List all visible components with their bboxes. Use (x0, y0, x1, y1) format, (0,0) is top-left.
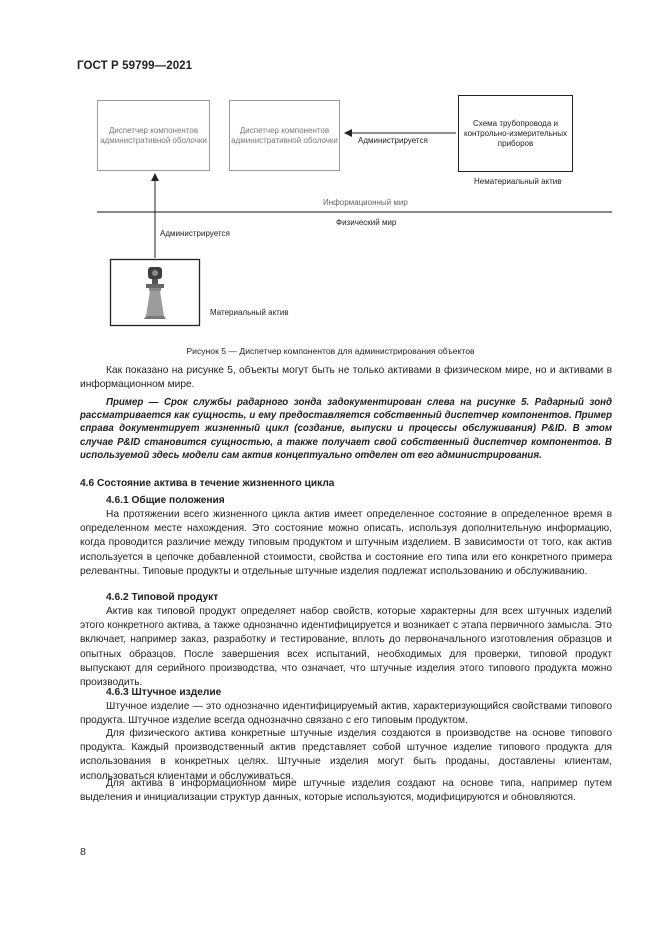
radar-probe-picture (144, 267, 166, 319)
figure-caption: Рисунок 5 — Диспетчер компонентов для администрирования объектов (186, 346, 475, 356)
administered-label-top: Администрируется (358, 136, 428, 145)
section-4-6-3-text-a: Штучное изделие — это однозначно идентифицируемый актив, характеризующийся свойствами типового продукта. Штучное изделие всегда однозначно связано с его типовым продуктом. (80, 701, 612, 727)
page-number: 8 (80, 846, 86, 858)
section-4-6-3-text-c: Для актива в информационном мире штучные изделия создают на основе типа, например путем выделения и инициализации структур данных, которые используются, модифицируются и обновляются. (80, 778, 612, 804)
section-4-6-3-heading: 4.6.3 Штучное изделие (106, 687, 222, 698)
component-manager-box-left-label: Диспетчер компонентов административной оболочки (100, 125, 207, 145)
example-note: Пример — Срок службы радарного зонда задокументирован слева на рисунке 5. Радарный зонд рассматривается как сущность, и ему предоставляется собственный диспетчер компонентов. Пример справа документирует жизненный цикл (создание, выпуски и процессы обслуживания) P&ID. В этом случае P&ID становится сущностью, а также получает свой собственный диспетчер компонентов. В используемой здесь модели сам актив концептуально отделен от его администрирования. (80, 397, 612, 461)
component-manager-box-middle-label: Диспетчер компонентов административной оболочки (231, 125, 338, 145)
material-asset-label: Материальный актив (210, 308, 289, 317)
figure-lines (0, 0, 661, 340)
paragraph-intro: Как показано на рисунке 5, объекты могут быть не только активами в физическом мире, но и активами в информационном мире. (80, 365, 612, 391)
section-4-6-2-text: Актив как типовой продукт определяет набор свойств, которые характерны для всех штучных изделий этого конкретного актива, а также однозначно идентифицируется и возникает с этапа первичного замысла. Это включает, например заказ, разработку и тестирование, вплоть до первоначального изготовления образцов и опытных образцов. После завершения всех испытаний, необходимых для проверки, типовой продукт выпускают для серийного производства, что означает, что штучные изделия этого типового продукта можно производить. (80, 606, 612, 689)
section-4-6-2-heading: 4.6.2 Типовой продукт (106, 592, 219, 603)
section-4-6-heading: 4.6 Состояние актива в течение жизненного цикла (80, 478, 335, 489)
physical-world-label: Физический мир (336, 218, 397, 227)
information-world-label: Информационный мир (323, 198, 408, 207)
section-4-6-1-heading: 4.6.1 Общие положения (106, 495, 225, 506)
immaterial-asset-label: Нематериальный актив (474, 177, 562, 186)
pid-diagram-box-label: Схема трубопровода и контрольно-измерительных приборов (464, 118, 567, 148)
section-4-6-1-text: На протяжении всего жизненного цикла актив имеет определенное состояние в определенное время в определенном месте нахождения. Это состояние можно описать, используя дополнительную информацию, когда проводится различие между типовым продуктом и штучным изделием. В зависимости от того, как актив используется в цепочке добавленной стоимости, свойства и состояние его типа или его конкретного примера релевантны. Типовые продукты и отдельные штучные изделия подлежат использованию и обслуживанию. (80, 509, 612, 577)
administered-label-left: Администрируется (160, 229, 230, 238)
standard-header: ГОСТ Р 59799—2021 (77, 60, 193, 72)
section-4-6-3-text-b: Для физического актива конкретные штучные изделия создаются в производстве на основе типового продукта. Каждый производственный актив представляет собой штучное изделие типового продукта для использования в конкретных целях. Штучные изделия могут быть проданы, доставлены клиентам, использоваться клиентами и обслуживаться. (80, 728, 612, 782)
